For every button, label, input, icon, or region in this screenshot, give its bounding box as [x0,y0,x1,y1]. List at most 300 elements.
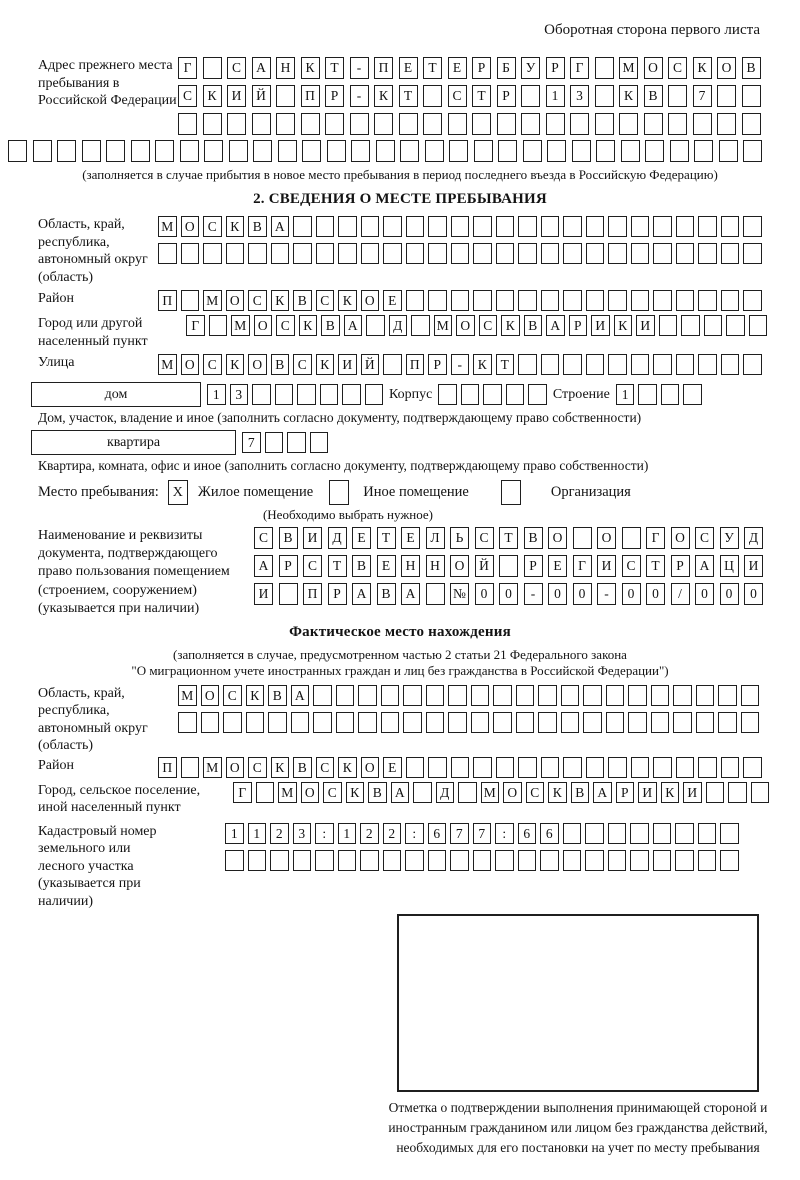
char-cell[interactable] [57,140,76,162]
char-cell[interactable]: К [246,685,265,706]
char-cell[interactable]: 6 [540,823,559,844]
char-cell[interactable] [631,243,650,264]
char-cell[interactable] [668,85,687,107]
char-cell[interactable] [361,216,380,237]
char-cell[interactable] [495,850,514,871]
char-cell[interactable] [423,85,442,107]
char-cell[interactable] [717,113,736,135]
char-cell[interactable]: А [593,782,612,803]
char-cell[interactable] [743,140,762,162]
char-cell[interactable]: Г [646,527,665,549]
char-cell[interactable]: О [644,57,663,79]
char-cell[interactable] [563,354,582,375]
char-cell[interactable] [608,354,627,375]
rayon-row[interactable] [158,290,762,311]
document-row-1[interactable] [254,527,763,549]
char-cell[interactable]: К [693,57,712,79]
char-cell[interactable]: С [448,85,467,107]
char-cell[interactable]: И [227,85,246,107]
char-cell[interactable]: М [434,315,453,336]
char-cell[interactable] [675,823,694,844]
char-cell[interactable] [585,850,604,871]
char-cell[interactable]: № [450,583,469,605]
char-cell[interactable] [448,685,467,706]
char-cell[interactable]: Е [401,527,420,549]
oblast-row-2[interactable] [158,243,762,264]
char-cell[interactable]: О [226,757,245,778]
char-cell[interactable] [246,712,265,733]
char-cell[interactable] [676,290,695,311]
char-cell[interactable] [516,712,535,733]
char-cell[interactable] [291,712,310,733]
char-cell[interactable] [518,290,537,311]
char-cell[interactable] [696,712,715,733]
char-cell[interactable]: В [368,782,387,803]
char-cell[interactable]: У [720,527,739,549]
char-cell[interactable]: С [276,315,295,336]
char-cell[interactable] [426,712,445,733]
char-cell[interactable] [313,685,332,706]
char-cell[interactable] [227,113,246,135]
char-cell[interactable] [630,850,649,871]
char-cell[interactable] [428,757,447,778]
char-cell[interactable] [428,216,447,237]
char-cell[interactable]: 0 [720,583,739,605]
char-cell[interactable] [563,757,582,778]
char-cell[interactable] [181,290,200,311]
char-cell[interactable] [631,290,650,311]
char-cell[interactable] [608,850,627,871]
char-cell[interactable]: : [495,823,514,844]
char-cell[interactable] [451,216,470,237]
char-cell[interactable] [595,57,614,79]
char-cell[interactable]: О [456,315,475,336]
char-cell[interactable] [131,140,150,162]
char-cell[interactable] [676,216,695,237]
char-cell[interactable] [327,140,346,162]
char-cell[interactable]: Е [383,290,402,311]
char-cell[interactable] [275,384,294,405]
char-cell[interactable]: И [338,354,357,375]
char-cell[interactable] [506,384,525,405]
char-cell[interactable]: С [475,527,494,549]
char-cell[interactable]: А [252,57,271,79]
char-cell[interactable]: И [254,583,273,605]
char-cell[interactable]: 7 [473,823,492,844]
char-cell[interactable]: К [271,290,290,311]
char-cell[interactable]: Ц [720,555,739,577]
checkbox-org[interactable] [501,480,521,505]
char-cell[interactable] [406,290,425,311]
char-cell[interactable] [451,757,470,778]
stroenie-cells[interactable] [616,384,702,405]
char-cell[interactable] [676,757,695,778]
char-cell[interactable] [706,782,725,803]
char-cell[interactable] [630,823,649,844]
char-cell[interactable] [749,315,768,336]
korpus-cells[interactable] [438,384,547,405]
char-cell[interactable]: М [158,216,177,237]
char-cell[interactable] [265,432,284,453]
char-cell[interactable]: Г [186,315,205,336]
char-cell[interactable]: И [683,782,702,803]
char-cell[interactable] [106,140,125,162]
char-cell[interactable]: С [223,685,242,706]
char-cell[interactable] [676,243,695,264]
char-cell[interactable] [493,712,512,733]
char-cell[interactable] [473,850,492,871]
char-cell[interactable]: С [248,757,267,778]
char-cell[interactable] [366,315,385,336]
char-cell[interactable] [619,113,638,135]
char-cell[interactable] [313,712,332,733]
char-cell[interactable]: 0 [499,583,518,605]
kadastr-row-1[interactable] [225,823,739,844]
char-cell[interactable]: И [303,527,322,549]
char-cell[interactable] [315,850,334,871]
char-cell[interactable] [471,712,490,733]
char-cell[interactable] [426,685,445,706]
dom-type-box[interactable]: дом [31,382,201,407]
char-cell[interactable]: 6 [428,823,447,844]
char-cell[interactable] [673,712,692,733]
char-cell[interactable] [360,850,379,871]
char-cell[interactable] [180,140,199,162]
char-cell[interactable] [595,85,614,107]
char-cell[interactable] [426,583,445,605]
char-cell[interactable] [358,685,377,706]
char-cell[interactable] [681,315,700,336]
char-cell[interactable]: И [744,555,763,577]
char-cell[interactable]: Р [279,555,298,577]
char-cell[interactable]: Д [744,527,763,549]
char-cell[interactable] [450,850,469,871]
char-cell[interactable]: Т [377,527,396,549]
char-cell[interactable]: Т [472,85,491,107]
char-cell[interactable] [496,243,515,264]
char-cell[interactable]: Т [646,555,665,577]
char-cell[interactable]: Т [496,354,515,375]
char-cell[interactable]: - [350,57,369,79]
prev-address-row-1[interactable] [178,57,761,79]
char-cell[interactable]: А [352,583,371,605]
char-cell[interactable] [203,57,222,79]
char-cell[interactable] [518,243,537,264]
char-cell[interactable] [451,290,470,311]
char-cell[interactable] [383,354,402,375]
char-cell[interactable] [248,243,267,264]
char-cell[interactable]: О [597,527,616,549]
char-cell[interactable] [518,216,537,237]
char-cell[interactable]: О [181,354,200,375]
char-cell[interactable] [541,243,560,264]
char-cell[interactable]: 6 [518,823,537,844]
char-cell[interactable] [653,823,672,844]
char-cell[interactable]: Р [616,782,635,803]
kadastr-row-2[interactable] [225,850,739,871]
char-cell[interactable] [518,850,537,871]
char-cell[interactable] [563,243,582,264]
char-cell[interactable]: О [226,290,245,311]
char-cell[interactable]: Д [436,782,455,803]
char-cell[interactable]: О [301,782,320,803]
char-cell[interactable]: А [344,315,363,336]
char-cell[interactable]: В [293,757,312,778]
char-cell[interactable] [342,384,361,405]
char-cell[interactable]: Р [497,85,516,107]
char-cell[interactable]: Т [325,57,344,79]
char-cell[interactable]: - [524,583,543,605]
char-cell[interactable]: Р [569,315,588,336]
char-cell[interactable] [698,823,717,844]
char-cell[interactable] [268,712,287,733]
char-cell[interactable] [516,685,535,706]
char-cell[interactable] [458,782,477,803]
char-cell[interactable] [438,384,457,405]
char-cell[interactable] [248,850,267,871]
char-cell[interactable] [178,712,197,733]
char-cell[interactable] [704,315,723,336]
char-cell[interactable] [473,290,492,311]
char-cell[interactable] [403,685,422,706]
char-cell[interactable] [497,113,516,135]
char-cell[interactable] [336,685,355,706]
char-cell[interactable] [33,140,52,162]
char-cell[interactable]: И [638,782,657,803]
char-cell[interactable] [719,140,738,162]
char-cell[interactable] [659,315,678,336]
char-cell[interactable]: М [231,315,250,336]
char-cell[interactable] [683,384,702,405]
char-cell[interactable]: Д [328,527,347,549]
char-cell[interactable]: Н [276,57,295,79]
char-cell[interactable] [461,384,480,405]
char-cell[interactable]: Г [573,555,592,577]
char-cell[interactable]: П [406,354,425,375]
char-cell[interactable]: Л [426,527,445,549]
char-cell[interactable] [608,823,627,844]
char-cell[interactable] [270,850,289,871]
char-cell[interactable] [82,140,101,162]
char-cell[interactable]: С [479,315,498,336]
char-cell[interactable] [718,712,737,733]
char-cell[interactable]: 1 [338,823,357,844]
char-cell[interactable]: 7 [242,432,261,453]
char-cell[interactable] [743,354,762,375]
prev-address-row-3[interactable] [178,113,761,135]
char-cell[interactable] [721,243,740,264]
char-cell[interactable] [742,85,761,107]
char-cell[interactable] [698,243,717,264]
char-cell[interactable] [628,685,647,706]
char-cell[interactable]: А [401,583,420,605]
char-cell[interactable]: В [644,85,663,107]
char-cell[interactable]: И [597,555,616,577]
char-cell[interactable] [721,216,740,237]
document-row-2[interactable] [254,555,763,577]
char-cell[interactable] [271,243,290,264]
char-cell[interactable]: О [254,315,273,336]
char-cell[interactable]: Е [352,527,371,549]
char-cell[interactable] [405,850,424,871]
char-cell[interactable]: А [391,782,410,803]
char-cell[interactable] [583,685,602,706]
char-cell[interactable] [718,685,737,706]
char-cell[interactable]: Е [548,555,567,577]
char-cell[interactable]: И [591,315,610,336]
char-cell[interactable]: С [526,782,545,803]
char-cell[interactable]: В [279,527,298,549]
char-cell[interactable] [608,290,627,311]
char-cell[interactable]: А [254,555,273,577]
char-cell[interactable] [572,140,591,162]
char-cell[interactable] [518,354,537,375]
char-cell[interactable] [608,216,627,237]
char-cell[interactable] [653,850,672,871]
factual-rayon-row[interactable] [158,757,762,778]
char-cell[interactable]: 1 [207,384,226,405]
char-cell[interactable] [498,140,517,162]
char-cell[interactable] [721,757,740,778]
char-cell[interactable] [293,216,312,237]
char-cell[interactable] [742,113,761,135]
char-cell[interactable]: В [742,57,761,79]
char-cell[interactable] [253,140,272,162]
char-cell[interactable] [423,113,442,135]
char-cell[interactable] [229,140,248,162]
char-cell[interactable] [301,113,320,135]
char-cell[interactable] [541,216,560,237]
char-cell[interactable] [586,216,605,237]
char-cell[interactable] [225,850,244,871]
char-cell[interactable]: 3 [230,384,249,405]
char-cell[interactable]: С [303,555,322,577]
char-cell[interactable]: Й [252,85,271,107]
char-cell[interactable] [358,712,377,733]
char-cell[interactable] [743,243,762,264]
char-cell[interactable]: 1 [225,823,244,844]
char-cell[interactable] [676,354,695,375]
char-cell[interactable]: В [524,315,543,336]
char-cell[interactable] [376,140,395,162]
char-cell[interactable]: В [352,555,371,577]
char-cell[interactable]: О [717,57,736,79]
char-cell[interactable] [336,712,355,733]
char-cell[interactable] [406,243,425,264]
char-cell[interactable] [400,140,419,162]
char-cell[interactable] [651,712,670,733]
char-cell[interactable] [653,290,672,311]
char-cell[interactable] [472,113,491,135]
char-cell[interactable]: - [451,354,470,375]
char-cell[interactable]: Т [423,57,442,79]
char-cell[interactable] [473,757,492,778]
char-cell[interactable] [561,685,580,706]
char-cell[interactable] [720,823,739,844]
char-cell[interactable] [338,216,357,237]
char-cell[interactable] [518,757,537,778]
char-cell[interactable] [406,216,425,237]
char-cell[interactable]: К [473,354,492,375]
char-cell[interactable]: У [521,57,540,79]
char-cell[interactable] [158,243,177,264]
char-cell[interactable] [276,85,295,107]
char-cell[interactable] [651,685,670,706]
char-cell[interactable] [310,432,329,453]
char-cell[interactable] [673,685,692,706]
char-cell[interactable] [293,850,312,871]
char-cell[interactable] [448,712,467,733]
char-cell[interactable]: 3 [570,85,589,107]
char-cell[interactable] [523,140,542,162]
char-cell[interactable] [622,527,641,549]
char-cell[interactable] [252,113,271,135]
char-cell[interactable]: С [227,57,246,79]
document-row-3[interactable] [254,583,763,605]
char-cell[interactable] [496,757,515,778]
char-cell[interactable] [538,712,557,733]
char-cell[interactable]: К [299,315,318,336]
char-cell[interactable]: В [321,315,340,336]
char-cell[interactable] [209,315,228,336]
char-cell[interactable]: П [158,757,177,778]
char-cell[interactable] [203,113,222,135]
char-cell[interactable]: И [636,315,655,336]
char-cell[interactable]: 1 [248,823,267,844]
char-cell[interactable] [696,685,715,706]
char-cell[interactable] [287,432,306,453]
char-cell[interactable] [563,823,582,844]
char-cell[interactable] [653,757,672,778]
char-cell[interactable]: С [622,555,641,577]
char-cell[interactable] [425,140,444,162]
char-cell[interactable]: Т [499,527,518,549]
char-cell[interactable]: О [671,527,690,549]
dom-number-cells[interactable] [207,384,383,405]
char-cell[interactable] [546,113,565,135]
char-cell[interactable]: К [271,757,290,778]
char-cell[interactable] [181,757,200,778]
char-cell[interactable] [547,140,566,162]
char-cell[interactable] [694,140,713,162]
char-cell[interactable] [316,216,335,237]
char-cell[interactable]: 0 [744,583,763,605]
char-cell[interactable] [585,823,604,844]
char-cell[interactable] [541,757,560,778]
char-cell[interactable]: К [316,354,335,375]
factual-gorod-row[interactable] [233,782,769,803]
char-cell[interactable] [521,85,540,107]
char-cell[interactable] [741,685,760,706]
char-cell[interactable] [631,354,650,375]
char-cell[interactable] [698,850,717,871]
checkbox-zhiloe[interactable]: Х [168,480,188,505]
char-cell[interactable] [608,757,627,778]
char-cell[interactable] [276,113,295,135]
kvartira-type-box[interactable]: квартира [31,430,236,455]
char-cell[interactable]: К [226,354,245,375]
char-cell[interactable] [583,712,602,733]
char-cell[interactable] [204,140,223,162]
char-cell[interactable]: К [226,216,245,237]
char-cell[interactable] [381,712,400,733]
char-cell[interactable]: С [668,57,687,79]
char-cell[interactable] [586,290,605,311]
char-cell[interactable]: Р [428,354,447,375]
char-cell[interactable] [473,243,492,264]
char-cell[interactable] [541,354,560,375]
char-cell[interactable]: Г [233,782,252,803]
